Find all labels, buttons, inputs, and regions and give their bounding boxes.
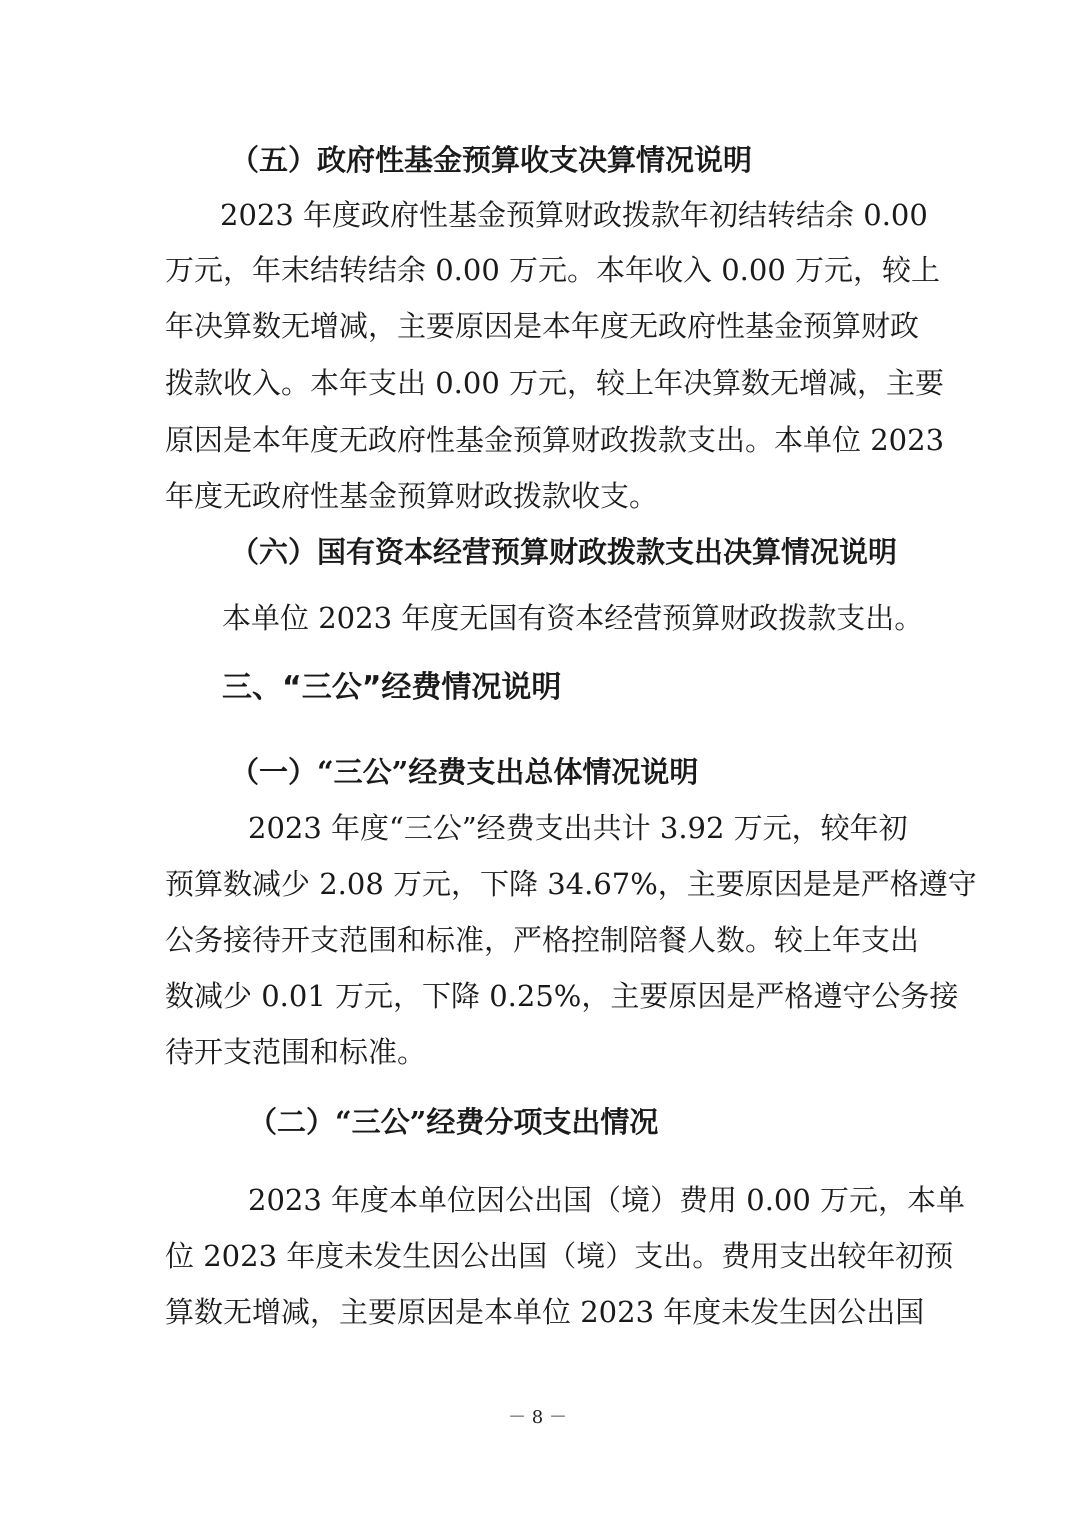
- paragraph-line: 待开支范围和标准。: [165, 1035, 427, 1069]
- paragraph-line: 年度无政府性基金预算财政拨款收支。: [165, 479, 659, 513]
- paragraph-line: 2023 年度本单位因公出国（境）费用 0.00 万元，本单: [248, 1183, 966, 1217]
- paragraph-line: 公务接待开支范围和标准，严格控制陪餐人数。较上年支出: [165, 923, 920, 957]
- paragraph-line: 算数无增减，主要原因是本单位 2023 年度未发生因公出国: [165, 1295, 925, 1329]
- section-heading-5: （五）政府性基金预算收支决算情况说明: [230, 143, 753, 177]
- page-number: － 8 －: [508, 1407, 567, 1428]
- paragraph-line: 万元，年末结转结余 0.00 万元。本年收入 0.00 万元，较上: [165, 253, 941, 287]
- subsection-heading-1: （一）“三公”经费支出总体情况说明: [230, 755, 699, 789]
- paragraph-line: 2023 年度“三公”经费支出共计 3.92 万元，较年初: [248, 811, 908, 845]
- paragraph-line: 2023 年度政府性基金预算财政拨款年初结转结余 0.00: [220, 198, 928, 232]
- paragraph-line: 本单位 2023 年度无国有资本经营预算财政拨款支出。: [222, 601, 924, 635]
- paragraph-line: 年决算数无增减，主要原因是本年度无政府性基金预算财政: [165, 309, 920, 343]
- paragraph-line: 拨款收入。本年支出 0.00 万元，较上年决算数无增减，主要: [165, 366, 945, 400]
- paragraph-line: 位 2023 年度未发生因公出国（境）支出。费用支出较年初预: [165, 1239, 954, 1273]
- paragraph-line: 原因是本年度无政府性基金预算财政拨款支出。本单位 2023: [165, 423, 945, 457]
- part-heading-3: 三、“三公”经费情况说明: [222, 670, 562, 705]
- subsection-heading-2: （二）“三公”经费分项支出情况: [248, 1105, 659, 1139]
- paragraph-line: 数减少 0.01 万元，下降 0.25%，主要原因是严格遵守公务接: [165, 979, 959, 1013]
- paragraph-line: 预算数减少 2.08 万元，下降 34.67%，主要原因是是严格遵守: [165, 867, 977, 901]
- section-heading-6: （六）国有资本经营预算财政拨款支出决算情况说明: [230, 535, 898, 569]
